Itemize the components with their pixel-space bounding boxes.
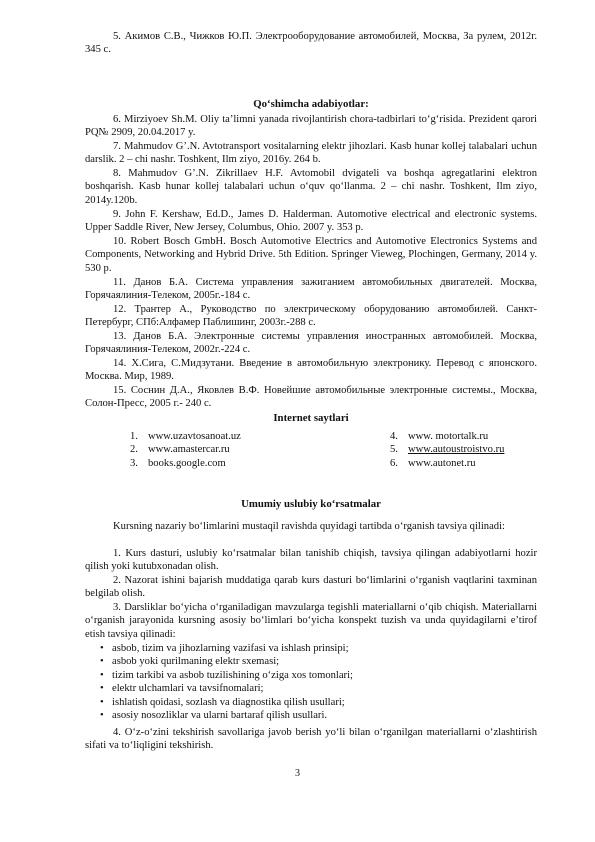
- bullet-icon: •: [100, 656, 104, 668]
- link-item[interactable]: 3. books.google.com: [130, 457, 226, 469]
- heading-general-guidelines: Umumiy uslubiy ko‘rsatmalar: [241, 498, 381, 510]
- bullet-item: • elektr ulchamlari va tavsifnomalari;: [100, 683, 264, 695]
- links-column-left: [130, 430, 330, 470]
- link-item-underlined[interactable]: 5. www.autoustroistvo.ru: [390, 444, 505, 456]
- bullet-icon: •: [100, 643, 104, 654]
- bullet-icon: •: [100, 710, 104, 722]
- link-item[interactable]: 4. www. motortalk.ru: [390, 431, 489, 442]
- heading-additional-literature: Qo‘shimcha adabiyotlar:: [253, 98, 369, 110]
- reference-item-10: 10. Robert Bosch GmbH. Bosch Automotive Electrics and Automotive Electronics Systems and Components, Networking and Hybrid Drive. 5th Edition. Springer Vieweg, Plochingen, Germany, 2014 y. 530 p.: [85, 236, 537, 274]
- links-column-right: [390, 430, 590, 470]
- reference-item-6: 6. Mirziyoev Sh.M. Oliy ta’limni yanada rivojlantirish chora-tadbirlari to‘g‘risida. Prezident qarori PQ№ 2909, 20.04.2017 y.: [85, 114, 537, 139]
- reference-item-11: 11. Данов Б.А. Система управления зажиганием автомобильных двигателей. Москва, Горячаялиния-Телеком, 2005г.-184 с.: [85, 277, 537, 302]
- bullet-icon: •: [100, 696, 104, 708]
- guidelines-intro: Kursning nazariy bo‘limlarini mustaqil ravishda quyidagi tartibda o‘rganish tavsiya qilinadi:: [113, 521, 505, 532]
- reference-item-8: 8. Mahmudov G’.N. Zikrillaev H.F. Avtomobil dvigateli va boshqa agregatlarini elektron boshqarish. Kasb hunar kollej talabalari uchun o‘quv qo‘llanma. 2 – chi nashr. Toshkent, Ilm ziyo, 2014y.120b.: [85, 168, 537, 206]
- guidelines-step-2: 2. Nazorat ishini bajarish muddatiga qarab kurs dasturi bo‘limlarini o‘rganish vaqtlarini taxminan belgilab olish.: [85, 575, 537, 600]
- bullet-icon: •: [100, 683, 104, 695]
- heading-internet-sites: Internet saytlari: [273, 412, 349, 424]
- page-number: 3: [295, 768, 300, 779]
- guidelines-step-3: 3. Darsliklar bo‘yicha o‘rganiladigan mavzularga tegishli materiallarni o‘qib chiqish. Materiallarni o‘rganish jarayonida kursning asosiy bo‘limlari bo‘yicha konspekt tuzish va unda quyidagilarni e’tirof etish tavsiya qilinadi:: [85, 602, 537, 640]
- reference-item-12: 12. Трантер А., Руководство по электрическому оборудованию автомобилей. Санкт-Петербург, СПб:Алфамер Паблишинг, 2003г.-288 с.: [85, 304, 537, 329]
- link-item[interactable]: 1. www.uzavtosanoat.uz: [130, 431, 241, 442]
- reference-item-13: 13. Данов Б.А. Электронные системы управления иностранных автомобилей. Москва, Горячаялиния-Телеком, 2002г.-224 с.: [85, 331, 537, 356]
- guidelines-bullet-list: [100, 642, 537, 722]
- bullet-item: • asbob, tizim va jihozlarning vazifasi va ishlash prinsipi;: [100, 643, 349, 654]
- bullet-item: • asosiy nosozliklar va ularni bartaraf qilish usullari.: [100, 710, 328, 722]
- guidelines-step-4: 4. O‘z-o‘zini tekshirish savollariga javob berish yo‘li bilan o‘rganilgan materiallarni o‘zlashtirish sifati va to‘liqligini tekshirish.: [85, 727, 537, 752]
- bullet-icon: •: [100, 669, 104, 681]
- bullet-item: • asbob yoki qurilmaning elektr sxemasi;: [100, 656, 280, 668]
- guidelines-step-1: 1. Kurs dasturi, uslubiy ko‘rsatmalar bilan tanishib chiqish, tavsiya qilingan adabiyotlarni hozir qilish yoki kutubxonadan olish.: [85, 548, 537, 573]
- link-item[interactable]: 2. www.amastercar.ru: [130, 444, 230, 456]
- bullet-item: • ishlatish qoidasi, sozlash va diagnostika qilish usullari;: [100, 696, 345, 708]
- reference-item-9: 9. John F. Kershaw, Ed.D., James D. Halderman. Automotive electrical and electronic systems. Upper Saddle River, New Jersey, Columbus, Ohio. 2007 y. 353 p.: [85, 209, 537, 234]
- reference-item-5: 5. Акимов С.В., Чижков Ю.П. Электрооборудование автомобилей, Москва, За рулем, 2012г. 345 с.: [85, 31, 537, 56]
- link-item[interactable]: 6. www.autonet.ru: [390, 457, 476, 469]
- reference-item-14: 14. Х.Сига, С.Мидзутани. Введение в автомобильную электронику. Перевод с японского. Москва. Мир, 1989.: [85, 358, 537, 383]
- reference-item-7: 7. Mahmudov G’.N. Avtotransport vositalarning elektr jihozlari. Kasb hunar kollej talabalari uchun darslik. 2 – chi nashr. Toshkent, Ilm ziyo, 2016y. 264 b.: [85, 141, 537, 166]
- reference-item-15: 15. Соснин Д.А., Яковлев В.Ф. Новейшие автомобильные электронные системы., Москва, Солон-Пресс, 2005 г.- 240 с.: [85, 385, 537, 410]
- bullet-item: • tizim tarkibi va asbob tuzilishining o‘ziga xos tomonlari;: [100, 669, 353, 681]
